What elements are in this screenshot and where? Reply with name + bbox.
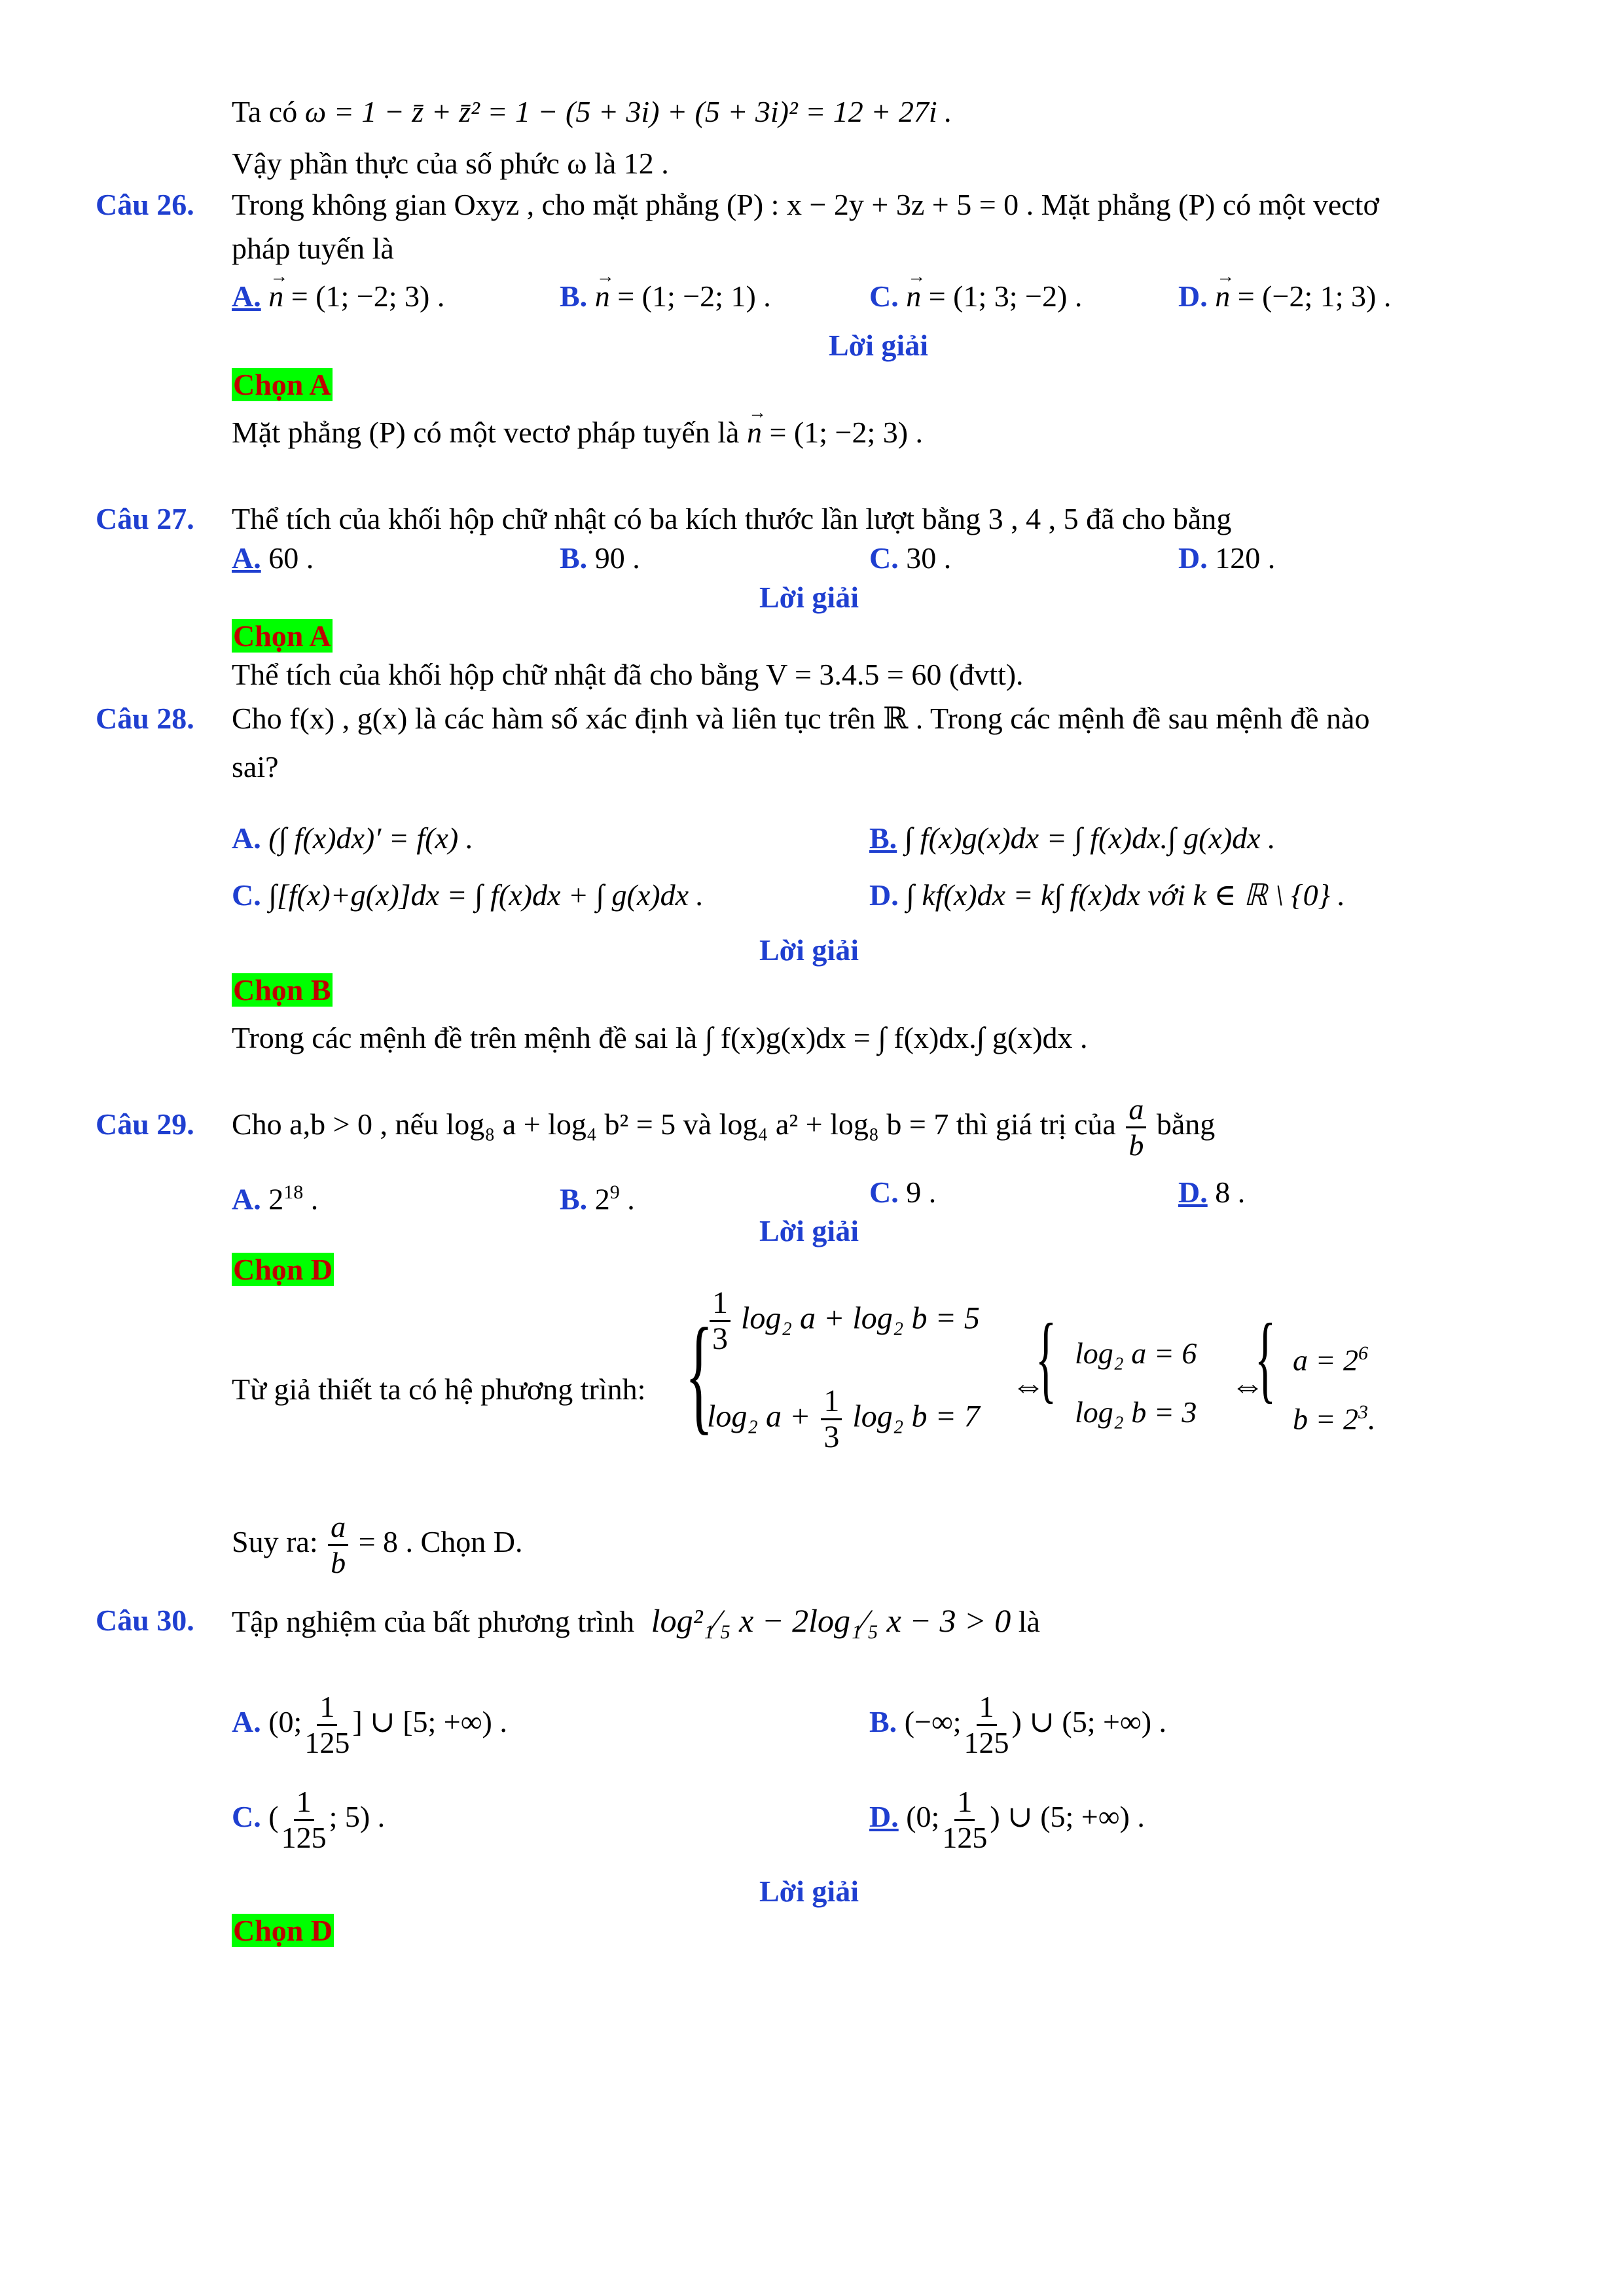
question-26-label: Câu 26. (96, 188, 194, 221)
q28-answer-marker (232, 972, 333, 1009)
vector-n: → n (268, 278, 283, 315)
q27-option-a[interactable] (232, 540, 314, 577)
q28-option-d[interactable] (869, 877, 1345, 914)
q29-solution-heading: Lời giải (759, 1214, 859, 1247)
q26-option-d[interactable] (1178, 278, 1391, 315)
option-label: B. (869, 1705, 897, 1738)
explain-math: = (1; −2; 3) . (769, 416, 924, 449)
option-label: B. (560, 541, 588, 575)
fraction-a-over-b (1126, 1092, 1146, 1162)
option-label: C. (232, 878, 261, 912)
q29-option-a[interactable] (232, 1174, 318, 1217)
q27-answer-marker (232, 618, 333, 655)
q26-solution-heading: Lời giải (829, 329, 928, 362)
option-label: B. (869, 821, 897, 855)
option-end: . (310, 1182, 319, 1216)
interval-end: ; 5) . (329, 1800, 386, 1833)
option-exponent: 9 (609, 1181, 620, 1203)
equation-exponent: 6 (1358, 1342, 1369, 1364)
answer-highlight: Chọn D (233, 1914, 333, 1947)
fraction-denominator: 125 (304, 1725, 350, 1759)
interval-start: (−∞; (904, 1705, 962, 1738)
intro-line-1 (232, 94, 952, 130)
question-29-text (232, 1088, 1215, 1162)
question-30-text (232, 1602, 1040, 1640)
fraction-1-125 (304, 1690, 350, 1760)
q28-option-c[interactable] (232, 877, 704, 914)
option-value: = (1; −2; 1) . (617, 279, 771, 313)
fraction-numerator: 1 (821, 1384, 842, 1420)
fraction-denominator: 3 (823, 1420, 840, 1454)
q29-answer-marker (232, 1251, 334, 1288)
fraction-1-125 (281, 1785, 327, 1855)
fraction-a-over-b (328, 1510, 348, 1580)
answer-highlight: Chọn B (233, 973, 331, 1007)
q28-explanation: Trong các mệnh đề trên mệnh đề sai là ∫ f(x)g(x)dx = ∫ f(x)dx.∫ g(x)dx . (232, 1021, 1088, 1054)
vector-n: → n (1215, 278, 1230, 315)
fraction-numerator: 1 (294, 1785, 314, 1821)
q26-option-a[interactable] (232, 278, 444, 315)
system3-line1 (1293, 1335, 1368, 1378)
fraction-denominator: b (1128, 1128, 1144, 1162)
option-label: D. (1178, 541, 1208, 575)
equation-system-1 (685, 1276, 1034, 1492)
equation-end: . (1368, 1402, 1376, 1436)
q29-option-d[interactable] (1178, 1174, 1245, 1211)
interval-start: ( (268, 1800, 279, 1833)
option-value: ∫[f(x)+g(x)]dx = ∫ f(x)dx + ∫ g(x)dx . (268, 878, 704, 912)
q29-option-c[interactable] (869, 1174, 936, 1211)
option-base: 2 (268, 1182, 284, 1216)
q26-option-c[interactable] (869, 278, 1082, 315)
option-value: (∫ f(x)dx)′ = f(x) . (268, 821, 474, 855)
q28-option-b[interactable] (869, 820, 1276, 857)
equivalence-symbol-2: ⇔ (1231, 1367, 1265, 1405)
equation-base: b = 2 (1293, 1402, 1359, 1436)
system1-line2 (707, 1384, 980, 1454)
explain-text: Mặt phẳng (P) có một vectơ pháp tuyến là (232, 416, 740, 449)
option-label: A. (232, 1705, 261, 1738)
interval-start: (0; (906, 1800, 940, 1833)
q27-solution-heading: Lời giải (759, 581, 859, 614)
option-label: B. (560, 1182, 588, 1216)
interval-end: ) ∪ (5; +∞) . (990, 1800, 1145, 1833)
left-brace: { (1035, 1304, 1057, 1412)
option-value: 8 . (1215, 1175, 1246, 1209)
q30-answer-marker (232, 1912, 334, 1949)
question-text: Cho a,b > 0 , nếu log₈ a + log₄ b² = 5 và log₄ a² + log₈ b = 7 thì giá trị của (232, 1107, 1116, 1141)
system2-line1: log₂ a = 6 (1075, 1336, 1197, 1370)
interval-start: (0; (268, 1705, 302, 1738)
option-label: A. (232, 1182, 261, 1216)
option-value: 9 . (906, 1175, 937, 1209)
conclusion-prefix: Suy ra: (232, 1525, 318, 1558)
fraction-1-125 (942, 1785, 987, 1855)
vector-n: → n (595, 278, 610, 315)
option-end: . (627, 1182, 635, 1216)
fraction-numerator: a (328, 1510, 348, 1546)
equation-base: a = 2 (1293, 1343, 1359, 1377)
q30-option-d[interactable] (869, 1780, 1145, 1855)
question-text-end: là (1018, 1605, 1040, 1638)
equation-part: log₂ b = 7 (852, 1399, 980, 1434)
option-value: 60 . (268, 541, 314, 575)
answer-highlight: Chọn D (233, 1253, 333, 1286)
q26-option-b[interactable] (560, 278, 771, 315)
question-28-text: Cho f(x) , g(x) là các hàm số xác định và liên tục trên ℝ . Trong các mệnh đề sau mệnh đề nào (232, 702, 1370, 735)
q30-option-c[interactable] (232, 1780, 385, 1855)
fraction-denominator: 125 (281, 1820, 327, 1854)
question-27-label: Câu 27. (96, 502, 194, 535)
answer-highlight: Chọn A (233, 368, 331, 401)
q30-option-a[interactable] (232, 1685, 507, 1760)
option-value: 90 . (594, 541, 640, 575)
fraction-denominator: 125 (964, 1725, 1009, 1759)
intro-math: ω = 1 − z̄ + z̄² = 1 − (5 + 3i) + (5 + 3i)² = 12 + 27i . (304, 95, 952, 128)
fraction-one-third (710, 1286, 731, 1356)
fraction-1-125 (964, 1690, 1009, 1760)
inequality: log²₁⁄₅ x − 2log₁⁄₅ x − 3 > 0 (651, 1602, 1011, 1639)
option-value: 120 . (1215, 541, 1276, 575)
fraction-denominator: 125 (942, 1820, 988, 1854)
option-label: D. (869, 878, 899, 912)
left-brace: { (1254, 1304, 1276, 1412)
fraction-numerator: 1 (710, 1286, 731, 1322)
equation-system-2 (1035, 1304, 1250, 1446)
option-value: ∫ f(x)g(x)dx = ∫ f(x)dx.∫ g(x)dx . (904, 821, 1276, 855)
option-value: ∫ kf(x)dx = k∫ f(x)dx với k ∈ ℝ \ {0} . (906, 878, 1346, 912)
q29-system-prefix: Từ giả thiết ta có hệ phương trình: (232, 1372, 646, 1406)
vector-n: → n (906, 278, 921, 315)
fraction-denominator: 3 (712, 1321, 728, 1356)
q26-explanation (232, 414, 923, 451)
option-value: 30 . (906, 541, 952, 575)
fraction-numerator: 1 (317, 1690, 337, 1726)
system3-line2 (1293, 1394, 1376, 1437)
q27-explanation: Thể tích của khối hộp chữ nhật đã cho bằng V = 3.4.5 = 60 (đvtt). (232, 658, 1024, 691)
q28-option-a[interactable] (232, 820, 473, 857)
vector-n: → n (747, 414, 762, 451)
option-label: D. (1178, 1175, 1208, 1209)
option-label: A. (232, 541, 261, 575)
question-28-text-cont: sai? (232, 750, 279, 783)
question-29-label: Câu 29. (96, 1107, 194, 1141)
q27-option-d[interactable] (1178, 540, 1275, 577)
option-value: = (1; −2; 3) . (291, 279, 445, 313)
equivalence-symbol: ⇔ (1011, 1367, 1045, 1405)
q26-answer-marker (232, 367, 333, 403)
fraction-numerator: a (1126, 1092, 1146, 1128)
equation: log₂ a + log₂ b = 5 (741, 1300, 980, 1336)
equation-part: log₂ a + (707, 1399, 811, 1434)
q27-option-b[interactable] (560, 540, 640, 577)
left-brace: { (685, 1302, 713, 1446)
option-exponent: 18 (283, 1181, 304, 1203)
intro-prefix: Ta có (232, 95, 298, 128)
fraction-numerator: 1 (954, 1785, 975, 1821)
equation-exponent: 3 (1358, 1401, 1369, 1423)
option-value: = (1; 3; −2) . (928, 279, 1083, 313)
option-label: B. (560, 279, 588, 313)
conclusion-text: = 8 . Chọn D. (358, 1525, 523, 1558)
question-26-text-cont: pháp tuyến là (232, 232, 394, 265)
q28-solution-heading: Lời giải (759, 933, 859, 967)
system2-line2: log₂ b = 3 (1075, 1395, 1197, 1429)
interval-end: ] ∪ [5; +∞) . (352, 1705, 507, 1738)
question-28-label: Câu 28. (96, 702, 194, 735)
option-base: 2 (594, 1182, 610, 1216)
option-label: D. (869, 1800, 899, 1833)
question-text-end: bằng (1156, 1107, 1216, 1141)
q29-option-b[interactable] (560, 1174, 635, 1217)
option-label: C. (869, 279, 899, 313)
option-label: C. (869, 541, 899, 575)
system1-line1 (707, 1286, 980, 1356)
option-label: A. (232, 279, 261, 313)
q29-conclusion (232, 1505, 522, 1580)
fraction-numerator: 1 (977, 1690, 997, 1726)
option-value: = (−2; 1; 3) . (1237, 279, 1392, 313)
q30-solution-heading: Lời giải (759, 1874, 859, 1908)
equation-system-3 (1254, 1304, 1437, 1446)
question-26-text: Trong không gian Oxyz , cho mặt phẳng (P) : x − 2y + 3z + 5 = 0 . Mặt phẳng (P) có một vectơ (232, 188, 1379, 221)
q30-option-b[interactable] (869, 1685, 1166, 1760)
option-label: A. (232, 821, 261, 855)
option-label: C. (869, 1175, 899, 1209)
q27-option-c[interactable] (869, 540, 951, 577)
option-label: C. (232, 1800, 261, 1833)
question-27-text: Thể tích của khối hộp chữ nhật có ba kích thước lần lượt bằng 3 , 4 , 5 đã cho bằng (232, 502, 1232, 535)
option-label: D. (1178, 279, 1208, 313)
fraction-one-third (821, 1384, 842, 1454)
question-text: Tập nghiệm của bất phương trình (232, 1605, 635, 1638)
question-30-label: Câu 30. (96, 1604, 194, 1637)
answer-highlight: Chọn A (233, 619, 331, 653)
intro-line-2: Vậy phần thực của số phức ω là 12 . (232, 147, 669, 180)
interval-end: ) ∪ (5; +∞) . (1011, 1705, 1167, 1738)
fraction-denominator: b (331, 1545, 346, 1579)
